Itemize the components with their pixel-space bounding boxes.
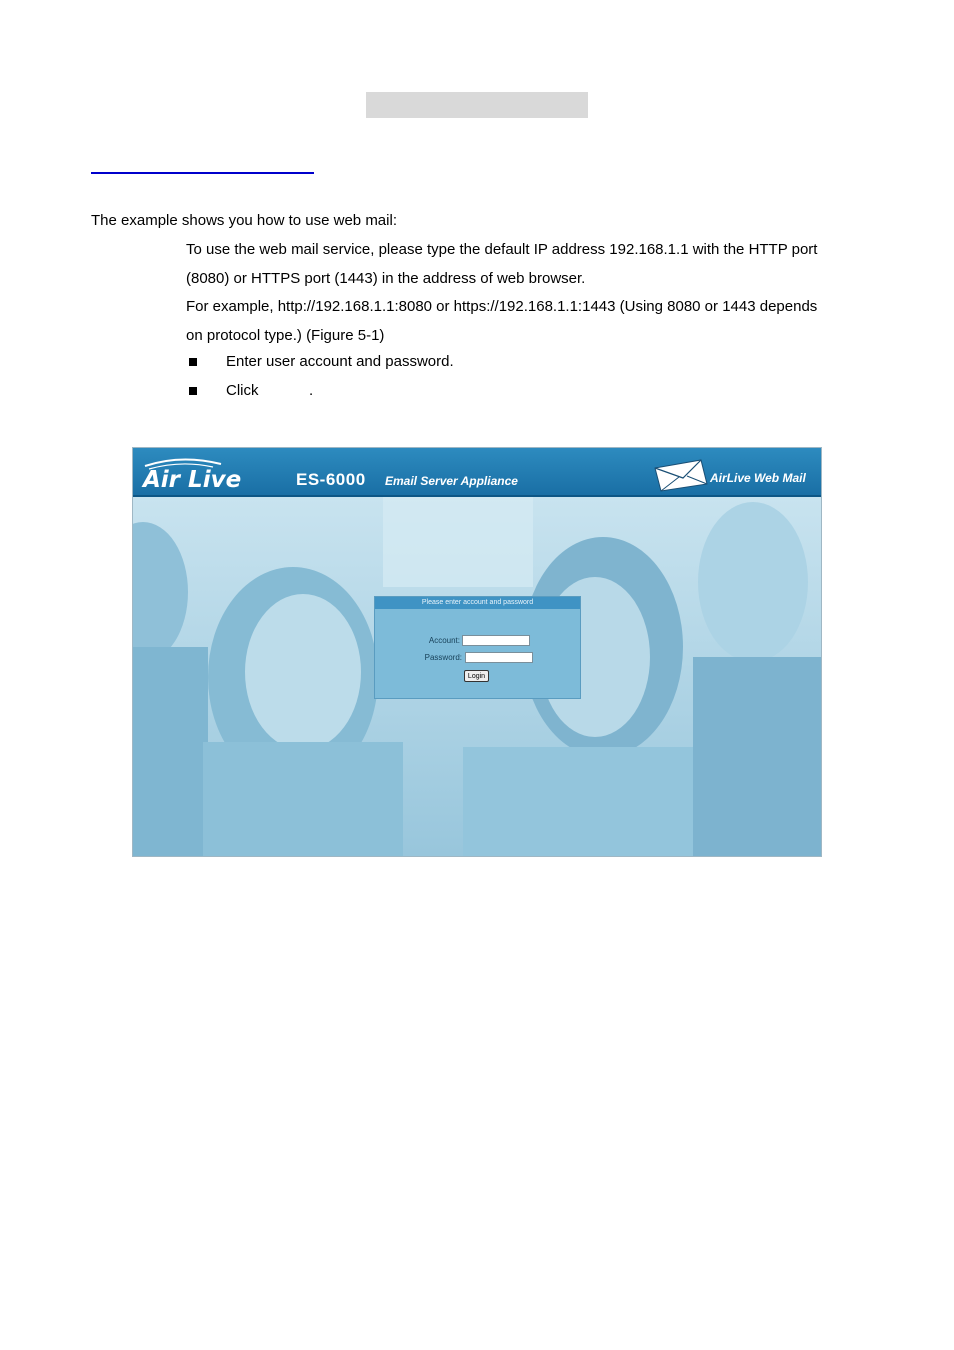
bullet-square-icon [189,387,197,395]
password-input[interactable] [465,652,533,663]
webmail-header [133,448,821,497]
account-label: Account: [428,636,460,645]
bullet-item-2-period: . [309,382,314,399]
bullet-item-2: Click [226,382,259,399]
webmail-title: AirLive Web Mail [710,471,806,485]
password-label: Password: [424,653,462,662]
webmail-login-figure [132,447,822,857]
section-title-bar [366,92,588,118]
airlive-logo [141,456,266,490]
login-panel [374,596,581,699]
product-description: Email Server Appliance [385,474,518,488]
bullet-square-icon [189,358,197,366]
section-heading-underline [91,172,314,174]
model-name: ES-6000 [296,470,366,489]
svg-text:Air Live: Air Live [143,467,242,490]
paragraph-line-4: on protocol type.) (Figure 5-1) [186,327,385,344]
intro-text: The example shows you how to use web mail: [91,212,397,229]
paragraph-line-2: (8080) or HTTPS port (1443) in the address of web browser. [186,270,586,287]
login-button[interactable]: Login [464,670,489,682]
bullet-item-1: Enter user account and password. [226,353,454,370]
paragraph-line-3: For example, http://192.168.1.1:8080 or https://192.168.1.1:1443 (Using 8080 or 1443 depends [186,298,818,315]
login-panel-heading: Please enter account and password [375,597,580,609]
paragraph-line-1: To use the web mail service, please type the default IP address 192.168.1.1 with the HTTP port [186,241,818,258]
account-input[interactable] [462,635,530,646]
envelope-icon [653,458,709,492]
